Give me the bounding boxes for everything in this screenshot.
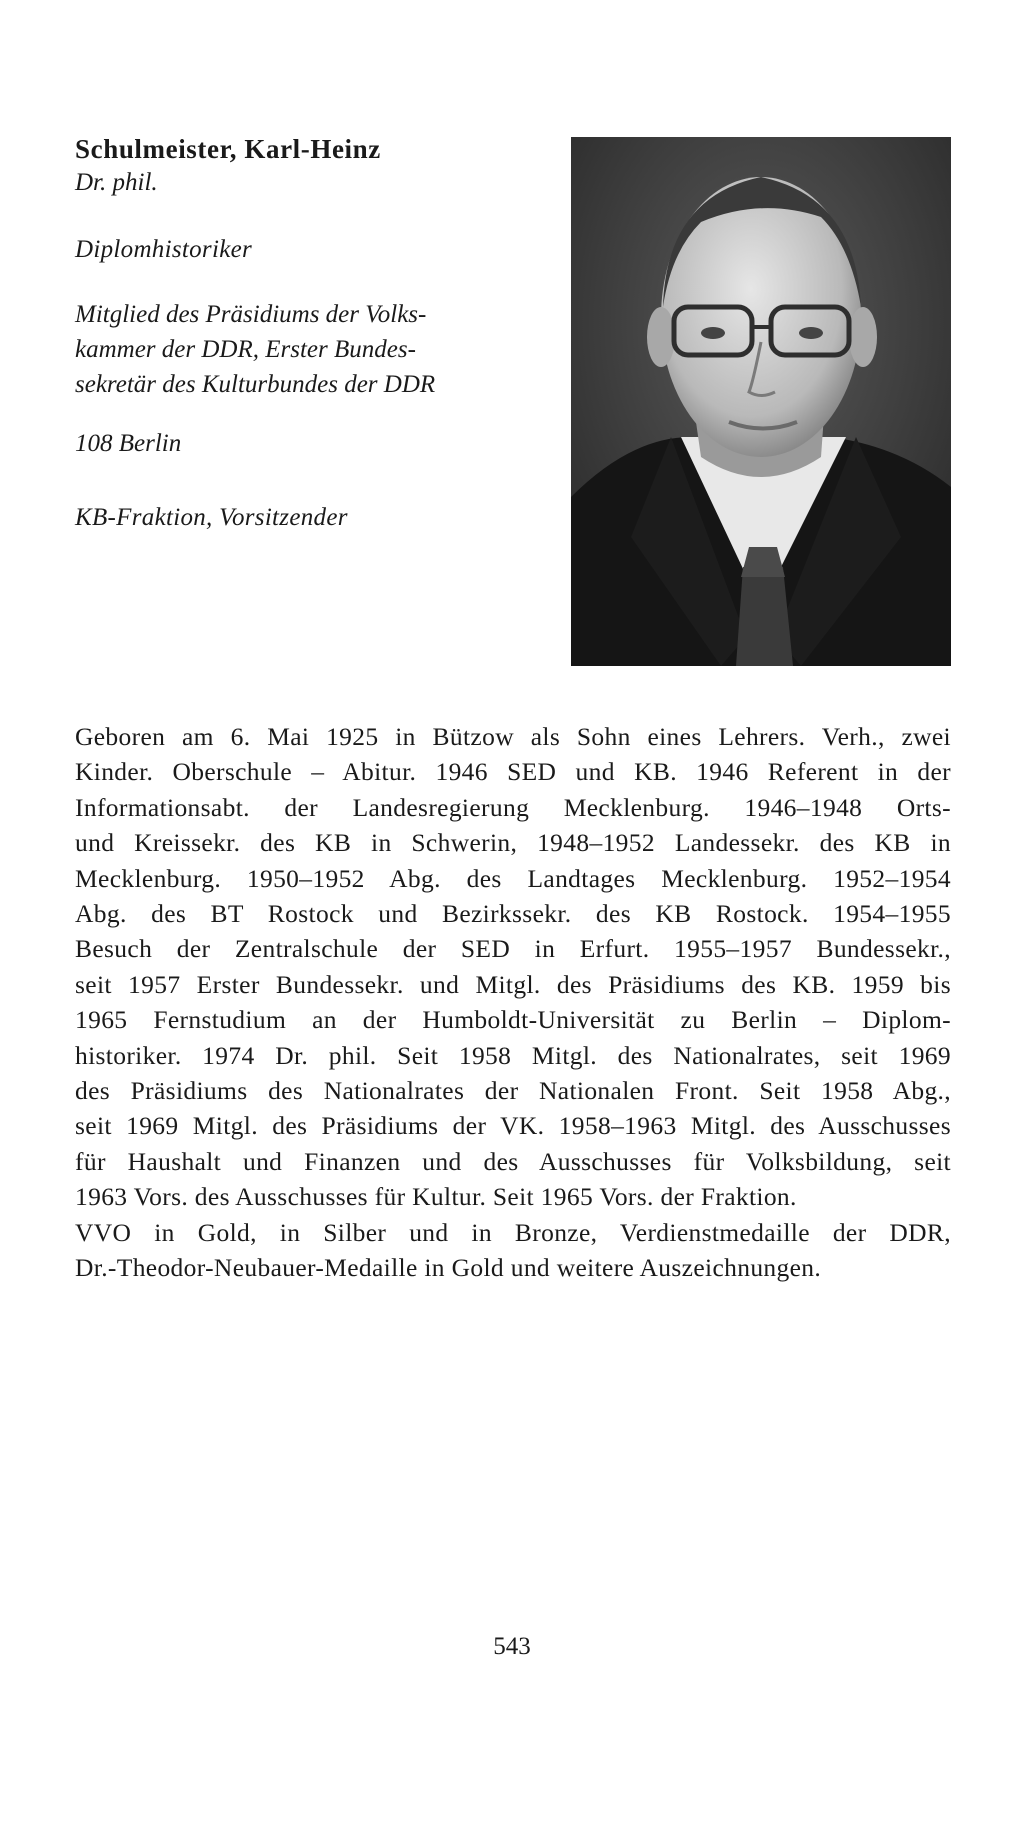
biography-line: seit 1969 Mitgl. des Präsidiums der VK. 1958–1963 Mitgl. des Ausschusses bbox=[75, 1111, 951, 1141]
biography-line: Kinder. Oberschule – Abitur. 1946 SED und KB. 1946 Referent in der bbox=[75, 757, 951, 787]
functions-line: kammer der DDR, Erster Bundes- bbox=[75, 336, 416, 363]
biography-line: Informationsabt. der Landesregierung Mecklenburg. 1946–1948 Orts- bbox=[75, 792, 951, 822]
biography-line: Abg. des BT Rostock und Bezirkssekr. des KB Rostock. 1954–1955 bbox=[75, 899, 951, 929]
biography-line: des Präsidiums des Nationalrates der Nationalen Front. Seit 1958 Abg., bbox=[75, 1076, 951, 1106]
address: 108 Berlin bbox=[75, 430, 182, 457]
academic-title: Dr. phil. bbox=[75, 169, 158, 196]
page-number: 543 bbox=[493, 1633, 531, 1660]
biography-line: für Haushalt und Finanzen und des Ausschusses für Volksbildung, seit bbox=[75, 1146, 951, 1176]
biography-line: Mecklenburg. 1950–1952 Abg. des Landtages Mecklenburg. 1952–1954 bbox=[75, 863, 951, 893]
functions-line: Mitglied des Präsidiums der Volks- bbox=[75, 301, 427, 328]
biography-line: seit 1957 Erster Bundessekr. und Mitgl. des Präsidiums des KB. 1959 bis bbox=[75, 969, 951, 999]
profession: Diplomhistoriker bbox=[75, 236, 253, 263]
biography-line: Geboren am 6. Mai 1925 in Bützow als Sohn eines Lehrers. Verh., zwei bbox=[75, 722, 951, 751]
biography-line: historiker. 1974 Dr. phil. Seit 1958 Mitgl. des Nationalrates, seit 1969 bbox=[75, 1040, 951, 1070]
biography-line: Besuch der Zentralschule der SED in Erfurt. 1955–1957 Bundessekr., bbox=[75, 934, 951, 964]
person-name: Schulmeister, Karl-Heinz bbox=[75, 134, 381, 164]
functions bbox=[75, 297, 545, 402]
entry-header bbox=[75, 132, 545, 531]
biography-line: 1965 Fernstudium an der Humboldt-Universität zu Berlin – Diplom- bbox=[75, 1005, 951, 1035]
functions-line: sekretär des Kulturbundes der DDR bbox=[75, 371, 436, 398]
portrait-photo bbox=[571, 137, 951, 666]
biography-line: 1963 Vors. des Ausschusses für Kultur. Seit 1965 Vors. der Fraktion. bbox=[75, 1182, 797, 1212]
faction: KB-Fraktion, Vorsitzender bbox=[75, 504, 348, 531]
biography bbox=[75, 719, 951, 1286]
biography-line: VVO in Gold, in Silber und in Bronze, Verdienstmedaille der DDR, bbox=[75, 1217, 951, 1247]
biography-line: Dr.-Theodor-Neubauer-Medaille in Gold und weitere Auszeichnungen. bbox=[75, 1253, 822, 1283]
biography-line: und Kreissekr. des KB in Schwerin, 1948–1952 Landessekr. des KB in bbox=[75, 828, 951, 858]
portrait-illustration bbox=[571, 137, 951, 666]
